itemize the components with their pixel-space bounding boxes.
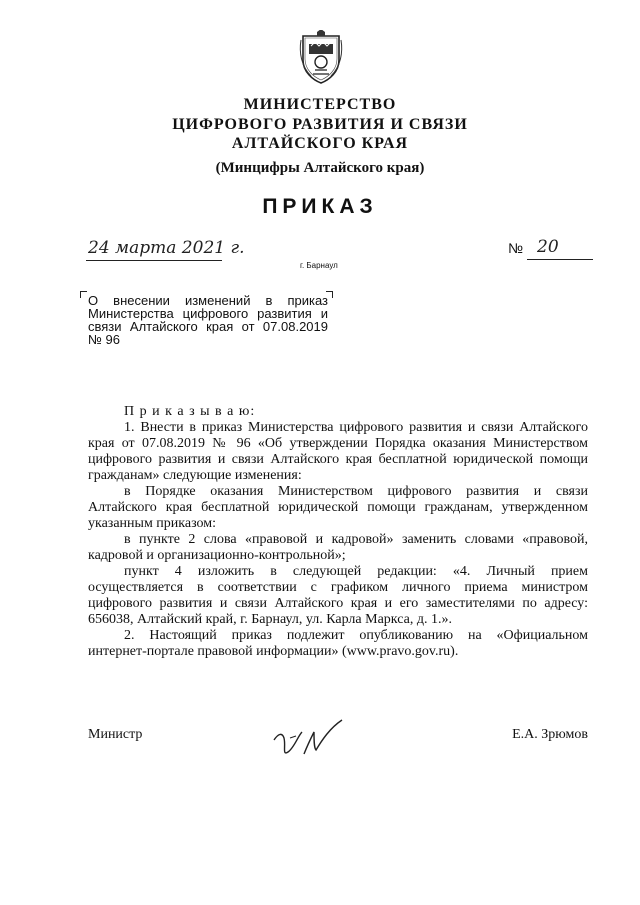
date-underline xyxy=(86,260,222,261)
city-label: г. Барнаул xyxy=(300,261,338,270)
number-underline xyxy=(527,259,593,260)
ministry-name-line2: ЦИФРОВОГО РАЗВИТИЯ И СВЯЗИ xyxy=(172,116,468,133)
signer-position: Министр xyxy=(88,727,143,742)
order-date: 24 марта 2021 г. xyxy=(88,238,245,258)
body-line: края от 07.08.2019 № 96 «Об утверждении Порядка оказания Министерством xyxy=(88,436,588,451)
subject-bracket-left xyxy=(80,291,87,298)
ministry-abbreviation: (Минцифры Алтайского края) xyxy=(215,160,425,176)
ministry-name-line3: АЛТАЙСКОГО КРАЯ xyxy=(231,135,409,152)
body-line: цифрового развития и связи Алтайского края бесплатной юридической помощи xyxy=(88,452,588,467)
body-line: интернет-портале правовой информации» (www.pravo.gov.ru). xyxy=(88,644,459,659)
handwritten-signature xyxy=(268,714,348,764)
coat-of-arms-icon xyxy=(297,30,345,84)
body-line: гражданам» следующие изменения: xyxy=(88,468,302,483)
subject-line: Министерства цифрового развития и xyxy=(88,306,328,321)
body-line: 2. Настоящий приказ подлежит опубликованию на «Официальном xyxy=(124,628,588,643)
subject-line: № 96 xyxy=(88,332,121,347)
ministry-name-line1: МИНИСТЕРСТВО xyxy=(243,96,397,113)
body-line: в пункте 2 слова «правовой и кадровой» заменить словами «правовой, xyxy=(124,532,588,547)
number-sign: № xyxy=(508,240,524,256)
subject-line: связи Алтайского края от 07.08.2019 xyxy=(88,319,328,334)
subject-line: О внесении изменений в приказ xyxy=(88,293,328,308)
body-line: осуществляется в соответствии с графиком личного приема министром xyxy=(88,580,588,595)
order-number: 20 xyxy=(537,237,559,257)
document-title: ПРИКАЗ xyxy=(262,195,378,218)
body-line: Алтайского края бесплатной юридической помощи гражданам, утвержденном xyxy=(88,500,588,515)
body-line: 656038, Алтайский край, г. Барнаул, ул. Карла Маркса, д. 1.». xyxy=(88,612,452,627)
body-line: в Порядке оказания Министерством цифрового развития и связи xyxy=(124,484,588,499)
body-line: кадровой и организационно-контрольной»; xyxy=(88,548,346,563)
body-line: указанным приказом: xyxy=(88,516,217,531)
order-subject xyxy=(88,294,328,346)
order-body xyxy=(88,404,588,660)
body-line: пункт 4 изложить в следующей редакции: «4. Личный прием xyxy=(124,564,588,579)
body-line: П р и к а з ы в а ю: xyxy=(124,404,256,419)
body-line: цифрового развития и связи Алтайского края и его заместителями по адресу: xyxy=(88,596,588,611)
body-line: 1. Внести в приказ Министерства цифрового развития и связи Алтайского xyxy=(124,420,588,435)
signer-name: Е.А. Зрюмов xyxy=(512,727,588,742)
